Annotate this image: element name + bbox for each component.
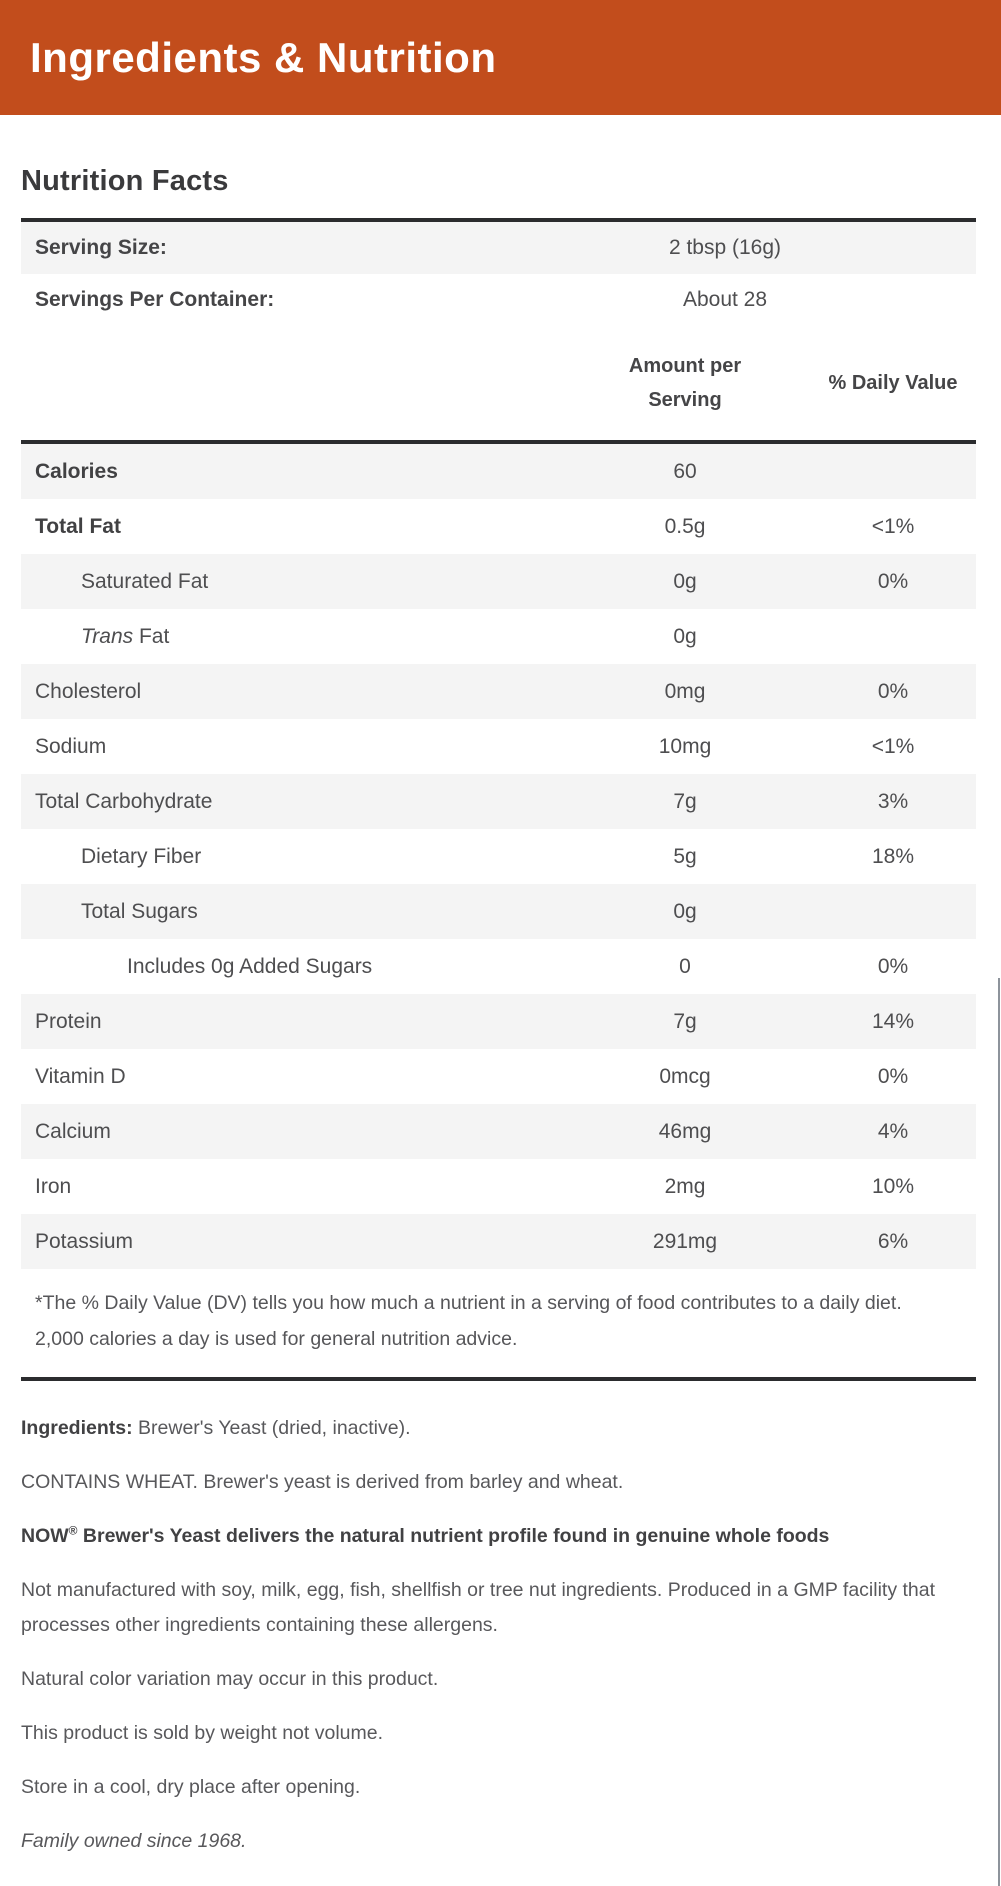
info-paragraph: This product is sold by weight not volume.: [21, 1722, 384, 1744]
column-header-amount: [560, 349, 810, 417]
table-row: [21, 444, 976, 499]
table-bottom-rule: [21, 1377, 976, 1381]
table-row: [21, 664, 976, 719]
nutrient-label: Dietary Fiber: [81, 844, 202, 868]
nutrient-daily-value: 0%: [877, 954, 909, 978]
nutrient-daily-value: 18%: [871, 844, 915, 868]
column-header-row: [21, 326, 976, 440]
scrollbar-thumb[interactable]: [998, 978, 1000, 1886]
nutrient-amount: 0mg: [664, 679, 706, 703]
serving-row-label: Serving Size:: [35, 236, 167, 259]
nutrient-daily-value: <1%: [871, 734, 915, 758]
table-row: [21, 719, 976, 774]
nutrient-daily-value: <1%: [871, 514, 915, 538]
info-paragraph: Family owned since 1968.: [21, 1830, 247, 1852]
nutrient-daily-value: 3%: [877, 789, 909, 813]
nutrient-label: Total Carbohydrate: [35, 789, 213, 813]
serving-row-value: 2 tbsp (16g): [668, 236, 782, 259]
nutrition-facts-table: [21, 218, 976, 1381]
table-row: [21, 1104, 976, 1159]
nutrient-amount: 10mg: [658, 734, 712, 758]
nutrient-daily-value: 0%: [877, 569, 909, 593]
nutrient-label: Saturated Fat: [81, 569, 209, 593]
nutrient-amount: 46mg: [658, 1119, 712, 1143]
section-header-banner: [0, 0, 1001, 115]
table-row: [21, 884, 976, 939]
nutrient-amount: 7g: [673, 1009, 697, 1033]
nutrient-amount: 0g: [673, 569, 697, 593]
nutrient-daily-value: 6%: [877, 1229, 909, 1253]
table-row: [21, 994, 976, 1049]
info-paragraph: Ingredients: Brewer's Yeast (dried, inactive).: [21, 1417, 411, 1439]
nutrient-amount: 7g: [673, 789, 697, 813]
column-header-daily-value: % Daily Value: [828, 371, 958, 394]
table-row: [21, 829, 976, 884]
nutrient-amount: 0mcg: [659, 1064, 711, 1088]
nutrient-amount: 0: [679, 954, 691, 978]
nutrient-rows: [21, 444, 976, 1269]
ingredients-section: [21, 1411, 976, 1859]
table-row: [21, 609, 976, 664]
nutrient-amount: 0g: [673, 899, 697, 923]
nutrient-label: Vitamin D: [35, 1064, 126, 1088]
table-row: [21, 1214, 976, 1269]
nutrient-label: Potassium: [35, 1229, 134, 1253]
table-row: [21, 1049, 976, 1104]
section-title: Ingredients & Nutrition: [30, 33, 497, 81]
serving-row-label: Servings Per Container:: [35, 288, 275, 311]
table-row: [21, 1159, 976, 1214]
serving-row: [21, 274, 976, 326]
nutrient-amount: 60: [673, 459, 697, 483]
table-row: [21, 774, 976, 829]
nutrient-label: Includes 0g Added Sugars: [127, 954, 373, 978]
nutrient-amount: 5g: [673, 844, 697, 868]
nutrient-label: Calcium: [35, 1119, 111, 1143]
serving-row-value: About 28: [682, 288, 768, 311]
nutrient-daily-value: 10%: [871, 1174, 915, 1198]
daily-value-footnote: *The % Daily Value (DV) tells you how much a nutrient in a serving of food contributes to a daily diet. 2,000 calories a day is used for general nutrition advice.: [35, 1292, 902, 1350]
nutrient-label: Calories: [35, 459, 118, 483]
nutrient-daily-value: 0%: [877, 1064, 909, 1088]
nutrient-daily-value: 4%: [877, 1119, 909, 1143]
serving-row: [21, 222, 976, 274]
nutrient-label: Trans Fat: [81, 624, 170, 648]
nutrient-label: Sodium: [35, 734, 107, 758]
table-row: [21, 499, 976, 554]
nutrient-label: Cholesterol: [35, 679, 142, 703]
nutrient-daily-value: 0%: [877, 679, 909, 703]
nutrient-label: Total Fat: [35, 514, 121, 538]
table-row: [21, 554, 976, 609]
info-paragraph: Not manufactured with soy, milk, egg, fish, shellfish or tree nut ingredients. Produced in a GMP facility that processes other ingredients containing these allergens.: [21, 1579, 936, 1636]
nutrient-label: Total Sugars: [81, 899, 198, 923]
nutrient-label: Protein: [35, 1009, 102, 1033]
nutrient-daily-value: 14%: [871, 1009, 915, 1033]
main-content: [0, 165, 1001, 1859]
info-paragraph: CONTAINS WHEAT. Brewer's yeast is derived from barley and wheat.: [21, 1471, 624, 1493]
column-header-amount-label: Amount per Serving: [628, 355, 742, 411]
nutrient-amount: 0.5g: [664, 514, 706, 538]
serving-info-rows: [21, 222, 976, 326]
nutrient-label: Iron: [35, 1174, 72, 1198]
nutrient-amount: 0g: [673, 624, 697, 648]
nutrition-facts-title: Nutrition Facts: [21, 165, 229, 197]
table-row: [21, 939, 976, 994]
info-paragraph: NOW® Brewer's Yeast delivers the natural nutrient profile found in genuine whole foods: [21, 1523, 830, 1547]
nutrient-amount: 2mg: [664, 1174, 706, 1198]
info-paragraph: Natural color variation may occur in this product.: [21, 1668, 439, 1690]
info-paragraph: Store in a cool, dry place after opening.: [21, 1776, 361, 1798]
nutrient-amount: 291mg: [652, 1229, 718, 1253]
